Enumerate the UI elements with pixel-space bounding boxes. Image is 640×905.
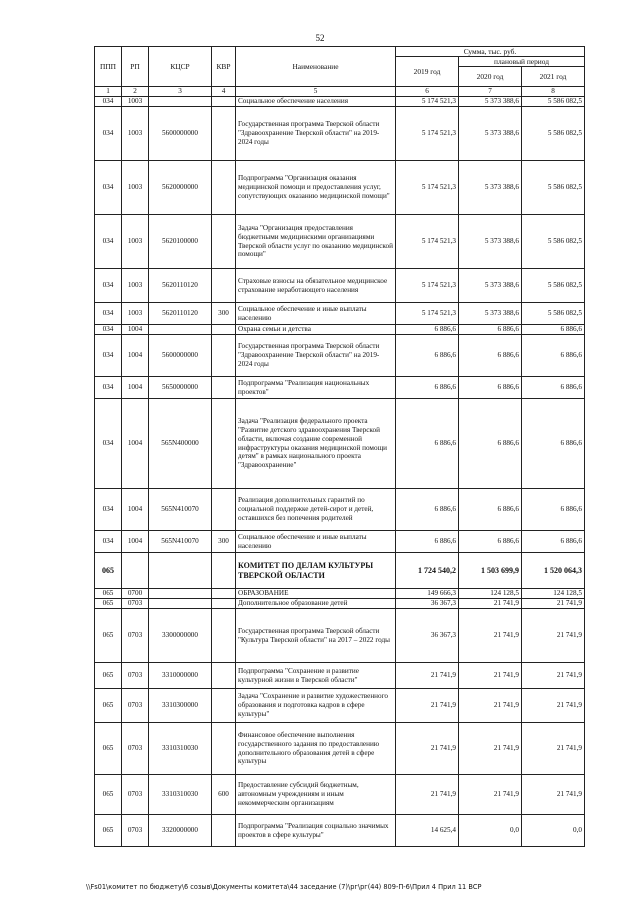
table-row <box>95 531 585 553</box>
header-sum: Сумма, тыс. руб. <box>396 47 585 57</box>
cell-kcsr: 565N410070 <box>149 489 212 531</box>
cell-kvr <box>212 553 236 589</box>
cell-kcsr <box>149 589 212 599</box>
cell-kvr: 300 <box>212 303 236 325</box>
cell-ppp: 034 <box>95 489 122 531</box>
cell-name: Социальное обеспечение и иные выплаты населению <box>236 531 396 553</box>
cell-ppp: 034 <box>95 399 122 489</box>
cell-v2021: 6 886,6 <box>522 399 585 489</box>
cell-v2019: 36 367,3 <box>396 609 459 663</box>
cell-name: Задача "Сохранение и развитие художественного образования и подготовка кадров в сфере культуры" <box>236 689 396 723</box>
cell-v2020: 5 373 388,6 <box>459 107 522 161</box>
file-path-footer: \\Fs01\комитет по бюджету\6 созыв\Документы комитета\44 заседание (7)\рг\рг(44) 809-П-6\Прил 4 Прил 11 ВСР <box>86 883 482 891</box>
cell-kcsr: 3320000000 <box>149 815 212 847</box>
col-number: 4 <box>212 87 236 97</box>
cell-name: Государственная программа Тверской области "Здравоохранение Тверской области" на 2019-2024 годы <box>236 107 396 161</box>
cell-kcsr: 5620110120 <box>149 269 212 303</box>
cell-kcsr: 5600000000 <box>149 335 212 377</box>
cell-kcsr: 5600000000 <box>149 107 212 161</box>
cell-v2019: 21 741,9 <box>396 723 459 775</box>
cell-rp: 0703 <box>122 815 149 847</box>
cell-v2020: 5 373 388,6 <box>459 161 522 215</box>
cell-ppp: 034 <box>95 303 122 325</box>
cell-v2021: 21 741,9 <box>522 723 585 775</box>
cell-kvr <box>212 599 236 609</box>
cell-v2020: 5 373 388,6 <box>459 303 522 325</box>
table-row <box>95 599 585 609</box>
cell-rp: 1003 <box>122 215 149 269</box>
header-name: Наименование <box>236 47 396 87</box>
col-number: 8 <box>522 87 585 97</box>
cell-kvr <box>212 215 236 269</box>
cell-kcsr: 3300000000 <box>149 609 212 663</box>
cell-v2020: 21 741,9 <box>459 663 522 689</box>
cell-ppp: 065 <box>95 689 122 723</box>
cell-ppp: 034 <box>95 325 122 335</box>
cell-name: Задача "Реализация федерального проекта "Развитие детского здравоохранения Тверской области, включая создание современной инфраструктуры оказания медицинской помощи детям" в рамках национального проекта "Здравоохранение" <box>236 399 396 489</box>
cell-kvr <box>212 377 236 399</box>
cell-v2021: 6 886,6 <box>522 531 585 553</box>
cell-kcsr: 3310310030 <box>149 775 212 815</box>
table-row <box>95 489 585 531</box>
cell-kvr <box>212 161 236 215</box>
cell-v2021: 5 586 082,5 <box>522 161 585 215</box>
cell-v2020: 21 741,9 <box>459 775 522 815</box>
cell-kvr <box>212 269 236 303</box>
cell-v2021: 6 886,6 <box>522 335 585 377</box>
cell-kvr <box>212 325 236 335</box>
cell-v2019: 21 741,9 <box>396 663 459 689</box>
cell-v2019: 6 886,6 <box>396 531 459 553</box>
cell-v2019: 6 886,6 <box>396 399 459 489</box>
header-kvr: КВР <box>212 47 236 87</box>
col-number: 2 <box>122 87 149 97</box>
table-row <box>95 589 585 599</box>
cell-rp: 0703 <box>122 775 149 815</box>
table-row <box>95 269 585 303</box>
cell-v2019: 6 886,6 <box>396 489 459 531</box>
cell-name: Финансовое обеспечение выполнения государственного задания по предоставлению дополнительного образования детей в сфере культуры <box>236 723 396 775</box>
cell-name: Государственная программа Тверской области "Здравоохранение Тверской области" на 2019-2024 годы <box>236 335 396 377</box>
cell-name: Предоставление субсидий бюджетным, автономным учреждениям и иным некоммерческим организациям <box>236 775 396 815</box>
cell-ppp: 034 <box>95 97 122 107</box>
table-row <box>95 161 585 215</box>
cell-v2019: 149 666,3 <box>396 589 459 599</box>
cell-rp: 1004 <box>122 489 149 531</box>
cell-v2019: 5 174 521,3 <box>396 303 459 325</box>
cell-kvr <box>212 489 236 531</box>
cell-name: Социальное обеспечение и иные выплаты населению <box>236 303 396 325</box>
cell-v2021: 6 886,6 <box>522 489 585 531</box>
table-row <box>95 689 585 723</box>
cell-kvr <box>212 97 236 107</box>
cell-ppp: 034 <box>95 335 122 377</box>
cell-name: Дополнительное образование детей <box>236 599 396 609</box>
table-row <box>95 775 585 815</box>
table-row <box>95 815 585 847</box>
cell-kcsr: 5620000000 <box>149 161 212 215</box>
table-row <box>95 107 585 161</box>
cell-v2021: 21 741,9 <box>522 609 585 663</box>
cell-v2019: 36 367,3 <box>396 599 459 609</box>
cell-rp: 1004 <box>122 335 149 377</box>
cell-kvr <box>212 589 236 599</box>
cell-kvr <box>212 399 236 489</box>
cell-kcsr: 5620100000 <box>149 215 212 269</box>
cell-v2019: 6 886,6 <box>396 325 459 335</box>
cell-v2020: 5 373 388,6 <box>459 97 522 107</box>
cell-v2019: 5 174 521,3 <box>396 269 459 303</box>
table-row <box>95 399 585 489</box>
header-rp: РП <box>122 47 149 87</box>
cell-v2019: 6 886,6 <box>396 377 459 399</box>
cell-v2020: 6 886,6 <box>459 399 522 489</box>
cell-ppp: 034 <box>95 377 122 399</box>
cell-v2020: 6 886,6 <box>459 325 522 335</box>
cell-kvr <box>212 723 236 775</box>
table-row <box>95 97 585 107</box>
cell-rp: 0700 <box>122 589 149 599</box>
cell-rp: 1003 <box>122 97 149 107</box>
cell-ppp: 065 <box>95 815 122 847</box>
cell-ppp: 034 <box>95 161 122 215</box>
cell-kvr <box>212 663 236 689</box>
cell-rp: 0703 <box>122 609 149 663</box>
cell-name: Подпрограмма "Сохранение и развитие культурной жизни в Тверской области" <box>236 663 396 689</box>
cell-rp: 1003 <box>122 107 149 161</box>
cell-v2020: 21 741,9 <box>459 609 522 663</box>
cell-rp <box>122 553 149 589</box>
table-row <box>95 303 585 325</box>
cell-kcsr <box>149 599 212 609</box>
cell-rp: 1004 <box>122 531 149 553</box>
cell-v2021: 0,0 <box>522 815 585 847</box>
budget-table <box>94 46 585 847</box>
table-row <box>95 553 585 589</box>
cell-name: Подпрограмма "Реализация национальных проектов" <box>236 377 396 399</box>
cell-v2021: 5 586 082,5 <box>522 107 585 161</box>
cell-name: КОМИТЕТ ПО ДЕЛАМ КУЛЬТУРЫ ТВЕРСКОЙ ОБЛАСТИ <box>236 553 396 589</box>
cell-name: ОБРАЗОВАНИЕ <box>236 589 396 599</box>
table-row <box>95 723 585 775</box>
col-number: 6 <box>396 87 459 97</box>
cell-kcsr: 3310000000 <box>149 663 212 689</box>
cell-v2019: 21 741,9 <box>396 775 459 815</box>
cell-ppp: 065 <box>95 599 122 609</box>
table-row <box>95 663 585 689</box>
header-2021: 2021 год <box>522 67 585 87</box>
cell-v2019: 5 174 521,3 <box>396 97 459 107</box>
cell-ppp: 034 <box>95 531 122 553</box>
cell-kvr: 300 <box>212 531 236 553</box>
table-row <box>95 377 585 399</box>
cell-v2021: 5 586 082,5 <box>522 303 585 325</box>
table-row <box>95 335 585 377</box>
cell-kcsr <box>149 97 212 107</box>
cell-rp: 0703 <box>122 599 149 609</box>
cell-v2020: 21 741,9 <box>459 599 522 609</box>
cell-v2020: 5 373 388,6 <box>459 215 522 269</box>
cell-kvr <box>212 609 236 663</box>
cell-v2020: 1 503 699,9 <box>459 553 522 589</box>
cell-ppp: 034 <box>95 107 122 161</box>
cell-kcsr: 5620110120 <box>149 303 212 325</box>
cell-kcsr <box>149 325 212 335</box>
cell-v2021: 21 741,9 <box>522 775 585 815</box>
col-number: 7 <box>459 87 522 97</box>
header-kcsr: КЦСР <box>149 47 212 87</box>
cell-v2021: 6 886,6 <box>522 325 585 335</box>
header-ppp: ППП <box>95 47 122 87</box>
cell-kcsr: 3310300000 <box>149 689 212 723</box>
cell-rp: 0703 <box>122 689 149 723</box>
cell-v2019: 5 174 521,3 <box>396 107 459 161</box>
table-row <box>95 609 585 663</box>
cell-name: Социальное обеспечение населения <box>236 97 396 107</box>
cell-rp: 1003 <box>122 303 149 325</box>
col-number: 5 <box>236 87 396 97</box>
cell-kcsr <box>149 553 212 589</box>
cell-v2020: 6 886,6 <box>459 335 522 377</box>
cell-rp: 1004 <box>122 399 149 489</box>
cell-v2019: 5 174 521,3 <box>396 215 459 269</box>
cell-kcsr: 3310310030 <box>149 723 212 775</box>
cell-v2020: 124 128,5 <box>459 589 522 599</box>
cell-v2019: 1 724 540,2 <box>396 553 459 589</box>
cell-rp: 1004 <box>122 377 149 399</box>
col-number: 1 <box>95 87 122 97</box>
cell-v2019: 14 625,4 <box>396 815 459 847</box>
cell-name: Государственная программа Тверской области "Культура Тверской области" на 2017 – 2022 годы <box>236 609 396 663</box>
cell-rp: 1003 <box>122 161 149 215</box>
cell-v2020: 6 886,6 <box>459 531 522 553</box>
cell-kvr <box>212 815 236 847</box>
header-2020: 2020 год <box>459 67 522 87</box>
cell-v2021: 1 520 064,3 <box>522 553 585 589</box>
cell-v2021: 5 586 082,5 <box>522 215 585 269</box>
cell-v2021: 5 586 082,5 <box>522 97 585 107</box>
cell-rp: 0703 <box>122 663 149 689</box>
cell-v2019: 5 174 521,3 <box>396 161 459 215</box>
cell-v2020: 21 741,9 <box>459 689 522 723</box>
cell-v2020: 6 886,6 <box>459 377 522 399</box>
cell-v2021: 21 741,9 <box>522 599 585 609</box>
table-body <box>95 97 585 847</box>
cell-ppp: 065 <box>95 609 122 663</box>
col-number: 3 <box>149 87 212 97</box>
cell-v2021: 21 741,9 <box>522 663 585 689</box>
cell-kvr: 600 <box>212 775 236 815</box>
cell-v2019: 6 886,6 <box>396 335 459 377</box>
cell-v2020: 6 886,6 <box>459 489 522 531</box>
cell-name: Подпрограмма "Организация оказания медицинской помощи и предоставления услуг, сопутствующих оказанию медицинской помощи" <box>236 161 396 215</box>
cell-ppp: 065 <box>95 723 122 775</box>
header-planned-period: плановый период <box>459 57 585 67</box>
cell-rp: 1003 <box>122 269 149 303</box>
cell-v2019: 21 741,9 <box>396 689 459 723</box>
cell-v2021: 6 886,6 <box>522 377 585 399</box>
cell-v2021: 21 741,9 <box>522 689 585 723</box>
cell-ppp: 065 <box>95 663 122 689</box>
column-numbers-row <box>95 87 585 97</box>
cell-v2020: 0,0 <box>459 815 522 847</box>
page-number: 52 <box>315 33 325 43</box>
cell-kvr <box>212 335 236 377</box>
cell-name: Охрана семьи и детства <box>236 325 396 335</box>
table-row <box>95 215 585 269</box>
cell-kvr <box>212 107 236 161</box>
cell-kcsr: 565N410070 <box>149 531 212 553</box>
cell-name: Страховые взносы на обязательное медицинское страхование неработающего населения <box>236 269 396 303</box>
cell-ppp: 034 <box>95 215 122 269</box>
cell-v2020: 5 373 388,6 <box>459 269 522 303</box>
cell-v2020: 21 741,9 <box>459 723 522 775</box>
cell-rp: 1004 <box>122 325 149 335</box>
cell-ppp: 065 <box>95 589 122 599</box>
cell-name: Задача "Организация предоставления бюджетными медицинскими организациями Тверской области услуг по оказанию медицинской помощи" <box>236 215 396 269</box>
cell-ppp: 065 <box>95 553 122 589</box>
cell-name: Подпрограмма "Реализация социально значимых проектов в сфере культуры" <box>236 815 396 847</box>
table-row <box>95 325 585 335</box>
cell-v2021: 124 128,5 <box>522 589 585 599</box>
cell-kcsr: 5650000000 <box>149 377 212 399</box>
cell-kvr <box>212 689 236 723</box>
cell-ppp: 034 <box>95 269 122 303</box>
cell-name: Реализация дополнительных гарантий по социальной поддержке детей-сирот и детей, оставшихся без попечения родителей <box>236 489 396 531</box>
header-2019: 2019 год <box>396 57 459 87</box>
cell-v2021: 5 586 082,5 <box>522 269 585 303</box>
cell-rp: 0703 <box>122 723 149 775</box>
cell-ppp: 065 <box>95 775 122 815</box>
cell-kcsr: 565N400000 <box>149 399 212 489</box>
